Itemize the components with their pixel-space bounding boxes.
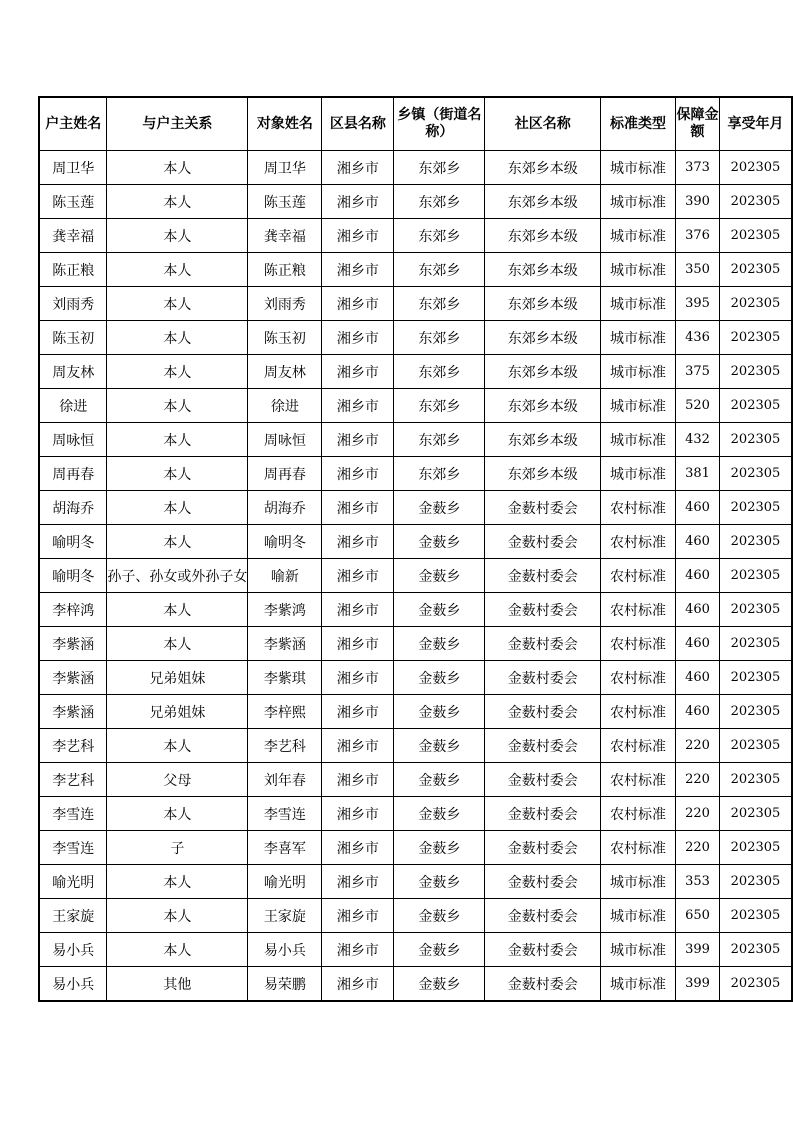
cell-month: 202305: [719, 185, 792, 219]
cell-county: 湘乡市: [322, 151, 394, 185]
cell-recipient-name: 李喜军: [248, 831, 322, 865]
cell-standard-type: 城市标准: [601, 151, 676, 185]
cell-householder-name: 王家旋: [39, 899, 107, 933]
cell-month: 202305: [719, 865, 792, 899]
cell-community: 金薮村委会: [485, 899, 601, 933]
cell-amount: 399: [676, 967, 720, 1002]
cell-householder-name: 喻光明: [39, 865, 107, 899]
cell-recipient-name: 李梓熙: [248, 695, 322, 729]
table-row: [39, 219, 792, 253]
cell-township: 金薮乡: [394, 763, 485, 797]
cell-month: 202305: [719, 491, 792, 525]
table-row: [39, 355, 792, 389]
cell-recipient-name: 陈正粮: [248, 253, 322, 287]
cell-standard-type: 城市标准: [601, 185, 676, 219]
cell-recipient-name: 李紫鸿: [248, 593, 322, 627]
cell-recipient-name: 周友林: [248, 355, 322, 389]
cell-amount: 220: [676, 831, 720, 865]
cell-householder-name: 喻明冬: [39, 559, 107, 593]
cell-relationship: 本人: [107, 797, 248, 831]
cell-county: 湘乡市: [322, 287, 394, 321]
cell-county: 湘乡市: [322, 661, 394, 695]
cell-community: 金薮村委会: [485, 525, 601, 559]
cell-standard-type: 城市标准: [601, 967, 676, 1002]
cell-township: 东郊乡: [394, 389, 485, 423]
cell-county: 湘乡市: [322, 695, 394, 729]
cell-amount: 399: [676, 933, 720, 967]
cell-standard-type: 农村标准: [601, 831, 676, 865]
cell-relationship: 本人: [107, 729, 248, 763]
cell-standard-type: 农村标准: [601, 763, 676, 797]
cell-community: 东郊乡本级: [485, 253, 601, 287]
cell-community: 金薮村委会: [485, 967, 601, 1002]
cell-relationship: 本人: [107, 219, 248, 253]
cell-amount: 353: [676, 865, 720, 899]
cell-month: 202305: [719, 287, 792, 321]
cell-township: 东郊乡: [394, 151, 485, 185]
cell-county: 湘乡市: [322, 253, 394, 287]
cell-township: 金薮乡: [394, 491, 485, 525]
cell-community: 东郊乡本级: [485, 151, 601, 185]
cell-township: 东郊乡: [394, 321, 485, 355]
cell-county: 湘乡市: [322, 967, 394, 1002]
cell-relationship: 本人: [107, 593, 248, 627]
cell-amount: 220: [676, 797, 720, 831]
table-row: [39, 491, 792, 525]
cell-recipient-name: 徐进: [248, 389, 322, 423]
cell-amount: 381: [676, 457, 720, 491]
cell-month: 202305: [719, 763, 792, 797]
cell-county: 湘乡市: [322, 389, 394, 423]
cell-householder-name: 陈玉莲: [39, 185, 107, 219]
cell-householder-name: 龚幸福: [39, 219, 107, 253]
table-row: [39, 627, 792, 661]
cell-standard-type: 农村标准: [601, 729, 676, 763]
cell-community: 东郊乡本级: [485, 287, 601, 321]
cell-month: 202305: [719, 695, 792, 729]
cell-recipient-name: 易小兵: [248, 933, 322, 967]
cell-community: 金薮村委会: [485, 559, 601, 593]
cell-relationship: 子: [107, 831, 248, 865]
cell-community: 东郊乡本级: [485, 423, 601, 457]
cell-township: 金薮乡: [394, 899, 485, 933]
cell-county: 湘乡市: [322, 423, 394, 457]
cell-householder-name: 周友林: [39, 355, 107, 389]
header-county: 区县名称: [322, 97, 394, 151]
cell-relationship: 本人: [107, 423, 248, 457]
cell-amount: 350: [676, 253, 720, 287]
cell-relationship: 本人: [107, 355, 248, 389]
cell-township: 东郊乡: [394, 253, 485, 287]
cell-relationship: 本人: [107, 933, 248, 967]
table-row: [39, 695, 792, 729]
table-row: [39, 287, 792, 321]
cell-county: 湘乡市: [322, 457, 394, 491]
cell-standard-type: 农村标准: [601, 797, 676, 831]
cell-relationship: 孙子、孙女或外孙子女: [107, 559, 248, 593]
cell-community: 东郊乡本级: [485, 355, 601, 389]
cell-county: 湘乡市: [322, 797, 394, 831]
cell-standard-type: 农村标准: [601, 593, 676, 627]
cell-standard-type: 城市标准: [601, 865, 676, 899]
cell-community: 东郊乡本级: [485, 321, 601, 355]
cell-householder-name: 李艺科: [39, 729, 107, 763]
cell-amount: 460: [676, 695, 720, 729]
cell-householder-name: 李紫涵: [39, 695, 107, 729]
cell-householder-name: 李雪连: [39, 797, 107, 831]
cell-standard-type: 城市标准: [601, 899, 676, 933]
cell-county: 湘乡市: [322, 865, 394, 899]
cell-relationship: 本人: [107, 865, 248, 899]
cell-relationship: 本人: [107, 491, 248, 525]
cell-township: 东郊乡: [394, 185, 485, 219]
cell-householder-name: 徐进: [39, 389, 107, 423]
table-row: [39, 797, 792, 831]
cell-recipient-name: 周再春: [248, 457, 322, 491]
cell-standard-type: 城市标准: [601, 423, 676, 457]
cell-standard-type: 城市标准: [601, 933, 676, 967]
cell-standard-type: 城市标准: [601, 457, 676, 491]
cell-township: 金薮乡: [394, 797, 485, 831]
cell-standard-type: 城市标准: [601, 219, 676, 253]
table-row: [39, 151, 792, 185]
cell-community: 金薮村委会: [485, 831, 601, 865]
cell-relationship: 本人: [107, 389, 248, 423]
cell-month: 202305: [719, 151, 792, 185]
cell-standard-type: 农村标准: [601, 491, 676, 525]
cell-recipient-name: 喻光明: [248, 865, 322, 899]
cell-amount: 460: [676, 627, 720, 661]
cell-community: 东郊乡本级: [485, 457, 601, 491]
cell-relationship: 兄弟姐妹: [107, 661, 248, 695]
header-month: 享受年月: [719, 97, 792, 151]
cell-recipient-name: 李雪连: [248, 797, 322, 831]
cell-county: 湘乡市: [322, 729, 394, 763]
cell-householder-name: 周咏恒: [39, 423, 107, 457]
cell-householder-name: 李雪连: [39, 831, 107, 865]
cell-township: 金薮乡: [394, 865, 485, 899]
table-row: [39, 423, 792, 457]
cell-householder-name: 陈正粮: [39, 253, 107, 287]
cell-recipient-name: 陈玉莲: [248, 185, 322, 219]
cell-township: 金薮乡: [394, 967, 485, 1002]
table-row: [39, 967, 792, 1002]
cell-month: 202305: [719, 967, 792, 1002]
table-row: [39, 185, 792, 219]
cell-township: 金薮乡: [394, 831, 485, 865]
cell-community: 东郊乡本级: [485, 389, 601, 423]
cell-county: 湘乡市: [322, 899, 394, 933]
cell-householder-name: 李艺科: [39, 763, 107, 797]
cell-county: 湘乡市: [322, 559, 394, 593]
cell-community: 金薮村委会: [485, 627, 601, 661]
cell-relationship: 本人: [107, 627, 248, 661]
cell-recipient-name: 胡海乔: [248, 491, 322, 525]
cell-recipient-name: 周咏恒: [248, 423, 322, 457]
cell-amount: 375: [676, 355, 720, 389]
table-row: [39, 763, 792, 797]
header-township: 乡镇（街道名称）: [394, 97, 485, 151]
cell-month: 202305: [719, 797, 792, 831]
cell-township: 金薮乡: [394, 933, 485, 967]
cell-amount: 520: [676, 389, 720, 423]
table-row: [39, 899, 792, 933]
table-row: [39, 729, 792, 763]
header-amount: 保障金额: [676, 97, 720, 151]
cell-amount: 460: [676, 559, 720, 593]
cell-county: 湘乡市: [322, 219, 394, 253]
table-row: [39, 831, 792, 865]
cell-amount: 460: [676, 525, 720, 559]
table-row: [39, 525, 792, 559]
cell-householder-name: 周卫华: [39, 151, 107, 185]
cell-relationship: 本人: [107, 899, 248, 933]
cell-standard-type: 农村标准: [601, 627, 676, 661]
cell-month: 202305: [719, 219, 792, 253]
cell-recipient-name: 李艺科: [248, 729, 322, 763]
cell-month: 202305: [719, 729, 792, 763]
cell-community: 金薮村委会: [485, 661, 601, 695]
cell-township: 东郊乡: [394, 355, 485, 389]
cell-standard-type: 农村标准: [601, 695, 676, 729]
cell-recipient-name: 刘雨秀: [248, 287, 322, 321]
cell-standard-type: 城市标准: [601, 389, 676, 423]
cell-month: 202305: [719, 593, 792, 627]
table-row: [39, 253, 792, 287]
cell-township: 东郊乡: [394, 287, 485, 321]
header-standard-type: 标准类型: [601, 97, 676, 151]
cell-householder-name: 李紫涵: [39, 661, 107, 695]
cell-amount: 395: [676, 287, 720, 321]
cell-township: 金薮乡: [394, 661, 485, 695]
cell-recipient-name: 王家旋: [248, 899, 322, 933]
cell-householder-name: 刘雨秀: [39, 287, 107, 321]
header-community: 社区名称: [485, 97, 601, 151]
cell-month: 202305: [719, 321, 792, 355]
cell-amount: 460: [676, 661, 720, 695]
cell-month: 202305: [719, 899, 792, 933]
cell-community: 金薮村委会: [485, 933, 601, 967]
cell-community: 金薮村委会: [485, 729, 601, 763]
cell-amount: 390: [676, 185, 720, 219]
cell-county: 湘乡市: [322, 491, 394, 525]
cell-relationship: 父母: [107, 763, 248, 797]
cell-amount: 220: [676, 729, 720, 763]
cell-township: 东郊乡: [394, 457, 485, 491]
cell-householder-name: 周再春: [39, 457, 107, 491]
cell-community: 金薮村委会: [485, 593, 601, 627]
cell-county: 湘乡市: [322, 763, 394, 797]
cell-householder-name: 易小兵: [39, 933, 107, 967]
cell-standard-type: 城市标准: [601, 253, 676, 287]
cell-community: 金薮村委会: [485, 763, 601, 797]
cell-county: 湘乡市: [322, 933, 394, 967]
cell-recipient-name: 刘年春: [248, 763, 322, 797]
header-row: [39, 97, 792, 151]
cell-recipient-name: 喻明冬: [248, 525, 322, 559]
cell-community: 金薮村委会: [485, 865, 601, 899]
table-row: [39, 457, 792, 491]
cell-township: 东郊乡: [394, 423, 485, 457]
cell-relationship: 本人: [107, 287, 248, 321]
cell-householder-name: 易小兵: [39, 967, 107, 1002]
cell-relationship: 其他: [107, 967, 248, 1002]
cell-householder-name: 李梓鸿: [39, 593, 107, 627]
cell-township: 金薮乡: [394, 593, 485, 627]
cell-township: 金薮乡: [394, 559, 485, 593]
table-row: [39, 865, 792, 899]
table-row: [39, 389, 792, 423]
cell-county: 湘乡市: [322, 185, 394, 219]
beneficiary-table: [38, 96, 793, 1002]
cell-standard-type: 农村标准: [601, 559, 676, 593]
cell-month: 202305: [719, 933, 792, 967]
cell-relationship: 本人: [107, 151, 248, 185]
cell-householder-name: 陈玉初: [39, 321, 107, 355]
cell-county: 湘乡市: [322, 355, 394, 389]
cell-recipient-name: 陈玉初: [248, 321, 322, 355]
cell-amount: 650: [676, 899, 720, 933]
cell-recipient-name: 易荣鹏: [248, 967, 322, 1002]
cell-standard-type: 城市标准: [601, 321, 676, 355]
cell-amount: 432: [676, 423, 720, 457]
cell-standard-type: 城市标准: [601, 355, 676, 389]
cell-month: 202305: [719, 253, 792, 287]
header-relationship: 与户主关系: [107, 97, 248, 151]
cell-community: 东郊乡本级: [485, 185, 601, 219]
cell-county: 湘乡市: [322, 593, 394, 627]
cell-recipient-name: 周卫华: [248, 151, 322, 185]
cell-county: 湘乡市: [322, 525, 394, 559]
cell-month: 202305: [719, 661, 792, 695]
cell-county: 湘乡市: [322, 321, 394, 355]
cell-relationship: 本人: [107, 457, 248, 491]
cell-month: 202305: [719, 389, 792, 423]
cell-householder-name: 李紫涵: [39, 627, 107, 661]
cell-month: 202305: [719, 627, 792, 661]
cell-community: 东郊乡本级: [485, 219, 601, 253]
cell-amount: 373: [676, 151, 720, 185]
cell-standard-type: 城市标准: [601, 287, 676, 321]
table-row: [39, 559, 792, 593]
table-row: [39, 593, 792, 627]
cell-amount: 220: [676, 763, 720, 797]
cell-amount: 376: [676, 219, 720, 253]
cell-recipient-name: 喻新: [248, 559, 322, 593]
table-row: [39, 661, 792, 695]
cell-relationship: 本人: [107, 253, 248, 287]
header-recipient-name: 对象姓名: [248, 97, 322, 151]
cell-recipient-name: 李紫涵: [248, 627, 322, 661]
cell-standard-type: 农村标准: [601, 525, 676, 559]
cell-relationship: 本人: [107, 321, 248, 355]
cell-month: 202305: [719, 355, 792, 389]
cell-householder-name: 胡海乔: [39, 491, 107, 525]
cell-recipient-name: 龚幸福: [248, 219, 322, 253]
cell-amount: 460: [676, 491, 720, 525]
cell-relationship: 兄弟姐妹: [107, 695, 248, 729]
cell-standard-type: 农村标准: [601, 661, 676, 695]
table-row: [39, 933, 792, 967]
cell-community: 金薮村委会: [485, 491, 601, 525]
cell-county: 湘乡市: [322, 627, 394, 661]
cell-amount: 436: [676, 321, 720, 355]
cell-recipient-name: 李紫琪: [248, 661, 322, 695]
cell-township: 金薮乡: [394, 695, 485, 729]
cell-township: 金薮乡: [394, 525, 485, 559]
cell-month: 202305: [719, 525, 792, 559]
table-body: [39, 151, 792, 1002]
cell-month: 202305: [719, 831, 792, 865]
header-householder-name: 户主姓名: [39, 97, 107, 151]
cell-community: 金薮村委会: [485, 695, 601, 729]
cell-month: 202305: [719, 423, 792, 457]
cell-community: 金薮村委会: [485, 797, 601, 831]
cell-month: 202305: [719, 559, 792, 593]
cell-relationship: 本人: [107, 185, 248, 219]
cell-township: 金薮乡: [394, 627, 485, 661]
cell-township: 东郊乡: [394, 219, 485, 253]
cell-month: 202305: [719, 457, 792, 491]
cell-county: 湘乡市: [322, 831, 394, 865]
table-row: [39, 321, 792, 355]
cell-relationship: 本人: [107, 525, 248, 559]
cell-householder-name: 喻明冬: [39, 525, 107, 559]
cell-township: 金薮乡: [394, 729, 485, 763]
cell-amount: 460: [676, 593, 720, 627]
